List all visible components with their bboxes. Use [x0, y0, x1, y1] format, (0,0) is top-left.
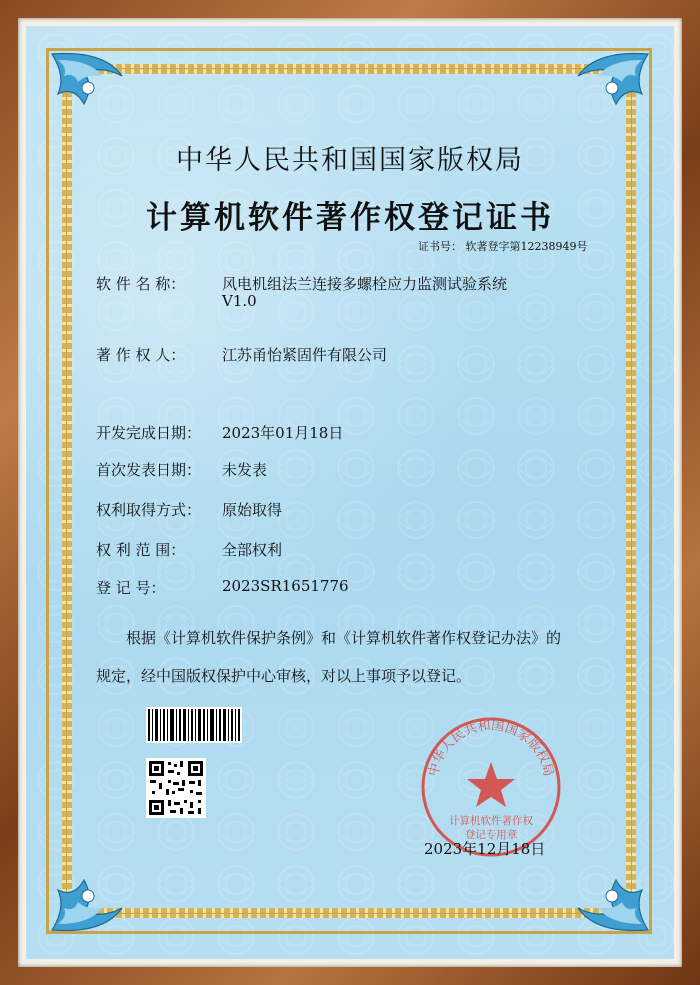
field-value-version: V1.0 [222, 292, 257, 310]
field-value: 2023SR1651776 [222, 577, 349, 595]
field-value: 原始取得 [222, 501, 283, 519]
field-value: 未发表 [222, 461, 268, 479]
field-label: 权 利 范 围： [96, 541, 186, 559]
statement-line-2: 规定，经中国版权保护中心审核，对以上事项予以登记。 [96, 667, 472, 685]
corner-ornament-top-left [44, 46, 134, 136]
corner-ornament-bottom-right [566, 848, 656, 938]
qr-code [146, 758, 206, 818]
seal-center-line-1: 计算机软件著作权 [449, 815, 533, 827]
corner-ornament-bottom-left [44, 848, 134, 938]
issuing-authority: 中华人民共和国国家版权局 [176, 145, 524, 176]
field-value: 江苏甬怡紧固件有限公司 [222, 346, 388, 364]
field-value: 全部权利 [222, 541, 283, 559]
field-label: 首次发表日期： [96, 461, 202, 479]
field-label: 权利取得方式： [96, 501, 202, 519]
field-value: 风电机组法兰连接多螺栓应力监测试验系统 [222, 275, 508, 293]
field-label: 登 记 号： [96, 579, 166, 597]
field-value: 2023年01月18日 [222, 424, 344, 442]
barcode [146, 707, 242, 743]
field-label: 软 件 名 称： [96, 275, 186, 293]
certificate-title: 计算机软件著作权登记证书 [146, 200, 554, 236]
seal-center-line-2: 登记专用章 [464, 829, 518, 841]
issue-date: 2023年12月18日 [424, 840, 546, 858]
certificate-number [418, 238, 588, 254]
certificate-number-value: 软著登字第12238949号 [465, 240, 588, 253]
corner-ornament-top-right [566, 46, 656, 136]
field-label: 著 作 权 人： [96, 346, 186, 364]
seal-ring-text: 中华人民共和国国家版权局 [426, 718, 556, 778]
field-label: 开发完成日期： [96, 424, 202, 442]
certificate-paper [26, 26, 674, 959]
statement-line-1: 根据《计算机软件保护条例》和《计算机软件著作权登记办法》的 [126, 629, 562, 647]
certificate-number-label: 证书号： [418, 240, 462, 253]
